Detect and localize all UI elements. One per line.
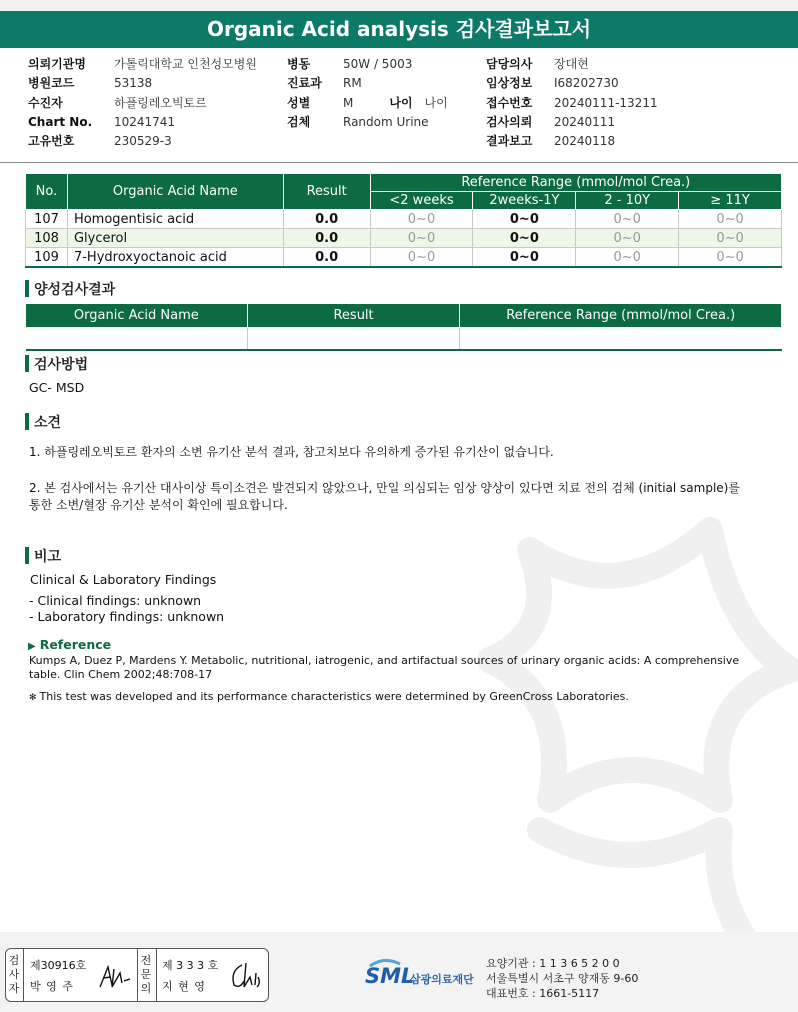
age-value: 나이 xyxy=(424,95,448,110)
separator xyxy=(156,949,157,1001)
info-row xyxy=(486,74,658,93)
care-number: 요양기관 : 1 1 3 6 5 2 0 0 xyxy=(486,957,620,970)
info-label: 병원코드 xyxy=(28,76,75,91)
info-value: M xyxy=(343,95,354,110)
tester-label-text: 검사자 xyxy=(8,954,20,995)
triangle-icon: ▶ xyxy=(28,641,36,652)
row-name: Glycerol xyxy=(67,229,283,248)
remarks-section-title xyxy=(25,546,61,566)
section-bar xyxy=(25,547,29,564)
results-table xyxy=(25,173,782,268)
info-row xyxy=(287,74,448,93)
info-row xyxy=(28,113,257,132)
info-label: 성별 xyxy=(287,95,311,110)
address: 서울특별시 서초구 양재동 9-60 xyxy=(486,972,639,985)
remarks-line-1: - Clinical findings: unknown xyxy=(29,593,202,608)
header-range: <2 weeks xyxy=(370,192,473,210)
info-row xyxy=(486,132,658,151)
section-bar xyxy=(25,355,29,372)
tester-name: 박 영 주 xyxy=(30,980,74,993)
row-no: 109 xyxy=(26,248,68,268)
opinion-paragraph-2-line-1: 2. 본 검사에서는 유기산 대사이상 특이소견은 발견되지 않았으나, 만일 의심되는 임상 양상이 있다면 치료 전의 검체 (initial sample)를 xyxy=(29,481,740,495)
header-range: 2 - 10Y xyxy=(576,192,679,210)
info-value: 10241741 xyxy=(114,114,176,129)
info-row xyxy=(28,94,257,113)
row-no: 108 xyxy=(26,229,68,248)
patient-info-col3 xyxy=(486,55,658,151)
reference-heading xyxy=(28,637,111,652)
info-row xyxy=(486,113,658,132)
specialist-label xyxy=(140,954,154,996)
header-result: Result xyxy=(283,174,370,210)
row-range: 0~0 xyxy=(679,210,782,229)
positive-header-result: Result xyxy=(247,304,460,328)
top-strip xyxy=(0,0,798,11)
section-title: 비고 xyxy=(34,549,62,565)
info-label: 수진자 xyxy=(28,95,63,110)
empty-cell xyxy=(460,328,782,351)
divider xyxy=(0,162,798,163)
info-label: Chart No. xyxy=(28,114,93,129)
info-label: 담당의사 xyxy=(486,57,533,71)
row-range: 0~0 xyxy=(576,210,679,229)
info-label: 병동 xyxy=(287,57,311,71)
section-bar xyxy=(25,280,29,297)
positive-results-table xyxy=(25,303,782,351)
info-value: RM xyxy=(343,76,362,91)
tester-number: 제30916호 xyxy=(30,959,87,972)
specialist-label-text: 전문의 xyxy=(140,954,152,995)
opinion-section-title xyxy=(25,412,61,432)
row-range: 0~0 xyxy=(473,248,576,268)
row-range: 0~0 xyxy=(473,210,576,229)
row-range: 0~0 xyxy=(679,248,782,268)
remarks-heading: Clinical & Laboratory Findings xyxy=(30,572,217,587)
info-value: 230529-3 xyxy=(114,134,172,149)
table-row xyxy=(26,210,782,229)
header-reference: Reference Range (mmol/mol Crea.) xyxy=(370,174,781,192)
patient-info-col1 xyxy=(28,55,257,151)
section-title: 검사방법 xyxy=(34,357,89,373)
header-range: 2weeks-1Y xyxy=(473,192,576,210)
tester-signature xyxy=(98,963,132,991)
positive-section-title xyxy=(25,279,115,299)
org-name: 삼광의료재단 xyxy=(410,973,474,986)
section-bar xyxy=(25,413,29,430)
info-row xyxy=(287,94,448,113)
row-result: 0.0 xyxy=(283,229,370,248)
background-watermark-icon xyxy=(470,470,798,990)
specialist-name: 지 현 영 xyxy=(162,980,206,993)
row-range: 0~0 xyxy=(679,229,782,248)
info-value: 가톨릭대학교 인천성모병원 xyxy=(114,57,257,71)
row-range: 0~0 xyxy=(576,229,679,248)
info-value: 하플링레오빅토르 xyxy=(114,95,207,110)
opinion-paragraph-2-line-2: 통한 소변/혈장 유기산 분석이 확인에 필요합니다. xyxy=(29,498,288,512)
method-section-title xyxy=(25,354,88,374)
header-range: ≥ 11Y xyxy=(679,192,782,210)
positive-header-name: Organic Acid Name xyxy=(26,304,248,328)
row-no: 107 xyxy=(26,210,68,229)
info-row xyxy=(486,55,658,74)
remarks-line-2: - Laboratory findings: unknown xyxy=(29,609,225,624)
row-result: 0.0 xyxy=(283,210,370,229)
info-row xyxy=(287,55,448,74)
table-row xyxy=(26,248,782,268)
row-range: 0~0 xyxy=(576,248,679,268)
method-text: GC- MSD xyxy=(29,380,85,395)
tester-label xyxy=(8,954,22,996)
opinion-paragraph-1: 1. 하플링레오빅토르 환자의 소변 유기산 분석 결과, 참고치보다 유의하게 증가된 유기산이 없습니다. xyxy=(29,445,554,459)
report-title: Organic Acid analysis 검사결과보고서 xyxy=(0,11,798,48)
row-range: 0~0 xyxy=(370,229,473,248)
logo-text: SML xyxy=(365,964,415,988)
separator xyxy=(137,949,138,1001)
info-value: Random Urine xyxy=(343,114,429,129)
contact-info xyxy=(486,956,638,1001)
info-row xyxy=(486,94,658,113)
reference-note xyxy=(29,690,629,703)
specialist-signature xyxy=(228,961,262,991)
info-label: 검사의뢰 xyxy=(486,114,533,129)
info-label: 임상정보 xyxy=(486,76,533,91)
patient-info-col2 xyxy=(287,55,448,132)
section-title: 소견 xyxy=(34,415,62,431)
reference-title: Reference xyxy=(39,637,112,652)
info-label: 의뢰기관명 xyxy=(28,57,86,71)
reference-line-2: table. Clin Chem 2002;48:708-17 xyxy=(29,668,213,681)
row-range: 0~0 xyxy=(370,210,473,229)
table-row xyxy=(26,328,782,351)
info-label: 진료과 xyxy=(287,76,322,91)
empty-cell xyxy=(26,328,248,351)
info-row xyxy=(28,132,257,151)
info-value: 53138 xyxy=(114,76,153,91)
row-range: 0~0 xyxy=(370,248,473,268)
age-label: 나이 xyxy=(389,95,413,110)
info-label: 검체 xyxy=(287,114,311,129)
separator xyxy=(23,949,24,1001)
info-row xyxy=(287,113,448,132)
row-result: 0.0 xyxy=(283,248,370,268)
row-name: 7-Hydroxyoctanoic acid xyxy=(67,248,283,268)
info-label: 고유번호 xyxy=(28,134,75,149)
sml-logo xyxy=(364,958,484,994)
reference-line-1: Kumps A, Duez P, Mardens Y. Metabolic, nutritional, iatrogenic, and artifactual sources of urinary organic acids: A comprehensive xyxy=(29,654,740,667)
header-no: No. xyxy=(26,174,68,210)
phone: 대표번호 : 1661-5117 xyxy=(486,987,600,1000)
row-name: Homogentisic acid xyxy=(67,210,283,229)
info-value: 장대현 xyxy=(554,57,589,71)
info-value: 20240111 xyxy=(554,114,616,129)
info-label: 결과보고 xyxy=(486,134,533,149)
empty-cell xyxy=(247,328,460,351)
info-row xyxy=(28,55,257,74)
info-value: 20240118 xyxy=(554,134,616,149)
info-value: 20240111-13211 xyxy=(554,95,658,110)
row-range: 0~0 xyxy=(473,229,576,248)
header-name: Organic Acid Name xyxy=(67,174,283,210)
specialist-number: 제 3 3 3 호 xyxy=(162,959,219,972)
info-label: 접수번호 xyxy=(486,95,533,110)
info-row xyxy=(28,74,257,93)
positive-header-reference: Reference Range (mmol/mol Crea.) xyxy=(460,304,782,328)
info-value: 50W / 5003 xyxy=(343,57,413,71)
table-row xyxy=(26,229,782,248)
signature-box xyxy=(5,948,269,1002)
note-text: This test was developed and its performance characteristics were determined by GreenCross Laboratories. xyxy=(39,690,629,703)
section-title: 양성검사결과 xyxy=(34,282,116,298)
info-value: I68202730 xyxy=(554,76,619,91)
asterisk-icon: ✻ xyxy=(29,693,37,703)
